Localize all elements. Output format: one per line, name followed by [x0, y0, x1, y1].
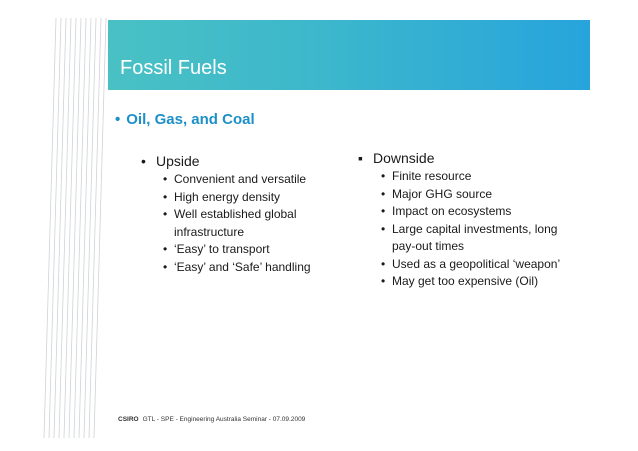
footer: [118, 416, 305, 424]
upside-list: [163, 171, 333, 276]
list-item: • ‘Easy’ and ‘Safe’ handling: [163, 259, 333, 277]
decorative-stripes: [42, 18, 112, 438]
footer-text: GTL - SPE - Engineering Australia Seminar - 07.09.2009: [142, 416, 306, 423]
main-bullet: [115, 111, 255, 129]
list-item: • Major GHG source: [381, 186, 577, 204]
downside-heading-text: Downside: [373, 150, 435, 166]
slide-title: Fossil Fuels: [120, 57, 227, 79]
downside-heading: [358, 150, 434, 167]
footer-brand: CSIRO: [118, 416, 139, 423]
upside-heading: [141, 153, 200, 170]
list-item: • Impact on ecosystems: [381, 203, 577, 221]
list-item: • Finite resource: [381, 168, 577, 186]
list-item: • Well established global infrastructure: [163, 206, 333, 241]
list-item: • ‘Easy’ to transport: [163, 241, 333, 259]
title-bar: [108, 20, 590, 90]
list-item: • May get too expensive (Oil): [381, 273, 577, 291]
upside-heading-text: Upside: [156, 153, 200, 169]
list-item: • Large capital investments, long pay-out times: [381, 221, 577, 256]
downside-list: [381, 168, 577, 291]
list-item: • Convenient and versatile: [163, 171, 333, 189]
list-item: • High energy density: [163, 189, 333, 207]
bullet-icon: ▪: [358, 150, 363, 166]
list-item: • Used as a geopolitical ‘weapon’: [381, 256, 577, 274]
main-bullet-text: Oil, Gas, and Coal: [126, 111, 255, 128]
bullet-icon: •: [141, 153, 146, 169]
bullet-icon: •: [115, 111, 121, 128]
